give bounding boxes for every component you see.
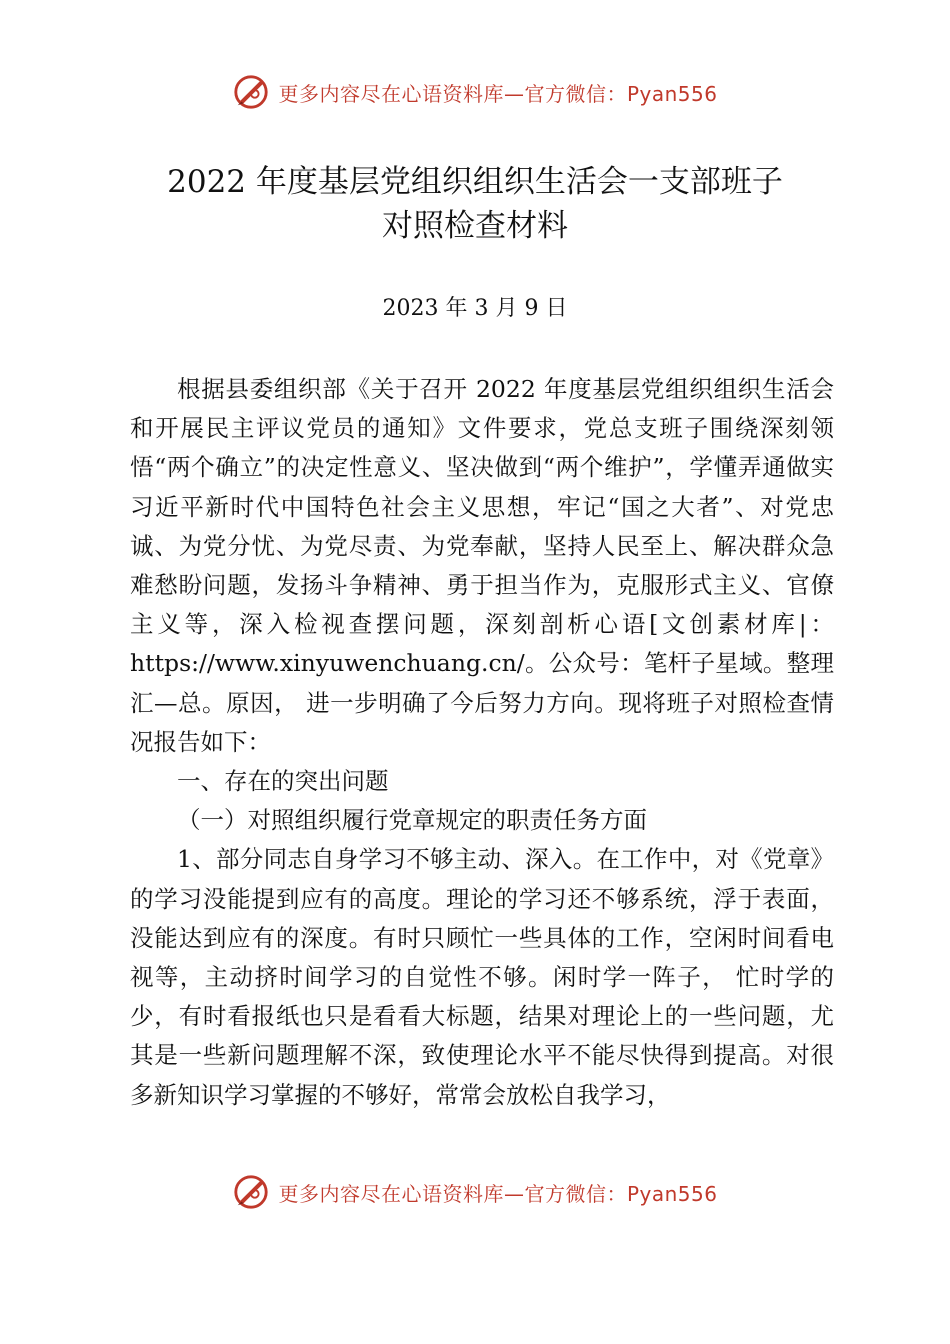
watermark-banner-top [0,70,950,114]
watermark-text: 更多内容尽在心语资料库—官方微信：Pyan556 [278,81,718,106]
pen-logo-icon [232,1173,270,1211]
document-title [0,160,950,248]
subsection-heading: （一）对照组织履行党章规定的职责任务方面 [177,806,647,835]
title-line-1: 2022 年度基层党组织组织生活会一支部班子 [167,164,783,200]
watermark-text: 更多内容尽在心语资料库—官方微信：Pyan556 [278,1181,718,1206]
watermark-banner-bottom [0,1170,950,1214]
title-line-2: 对照检查材料 [382,208,568,244]
paragraph-item-1: 1、部分同志自身学习不够主动、深入。在工作中，对《党章》的学习没能提到应有的高度。理论的学习还不够系统，浮于表面，没能达到应有的深度。有时只顾忙一些具体的工作，空闲时间看电视等，主动挤时间学习的自觉性不够。闲时学一阵子， 忙时学的少，有时看报纸也只是看看大标题，结果对理论上的一些问题，尤其是一些新问题理解不深，致使理论水平不能尽快得到提高。对很多新知识学习掌握的不够好，常常会放松自我学习， [130,845,834,1109]
document-body [130,370,834,1115]
section-heading: 一、存在的突出问题 [177,767,389,796]
pen-logo-icon [232,73,270,111]
paragraph-intro: 根据县委组织部《关于召开 2022 年度基层党组织组织生活会和开展民主评议党员的通知》文件要求，党总支班子围绕深刻领悟“两个确立”的决定性意义、坚决做到“两个维护”，学懂弄通做实习近平新时代中国特色社会主义思想，牢记“国之大者”、对党忠诚、为党分忧、为党尽责、为党奉献，坚持人民至上、解决群众急难愁盼问题，发扬斗争精神、勇于担当作为，克服形式主义、官僚主义等，深入检视查摆问题，深刻剖析心语[文创素材库|：https://www.xinyuwenchuang.cn/。公众号：笔杆子星域。整理汇—总。原因， 进一步明确了今后努力方向。现将班子对照检查情况报告如下： [130,375,834,756]
document-date: 2023 年 3 月 9 日 [382,296,568,321]
